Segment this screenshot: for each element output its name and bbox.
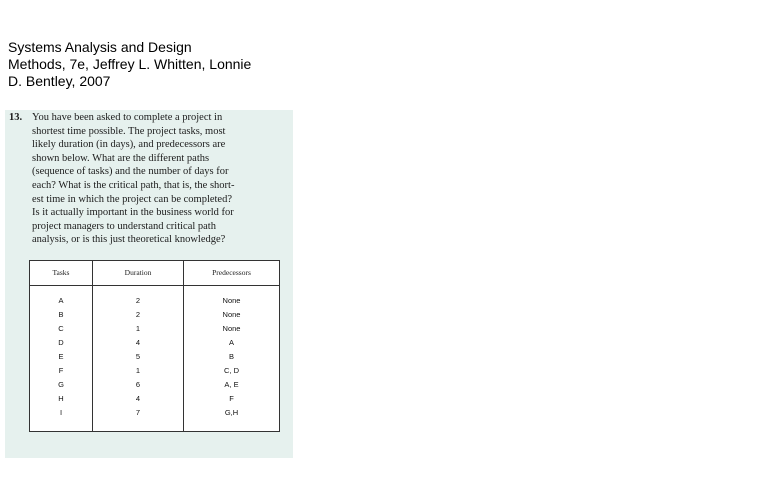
header-tasks: Tasks bbox=[52, 268, 70, 277]
predecessors-cell: G,H bbox=[224, 408, 239, 417]
table-body bbox=[30, 294, 279, 420]
predecessors-cell: A, E bbox=[224, 380, 239, 389]
predecessors-cell: C, D bbox=[224, 366, 239, 375]
question-line: (sequence of tasks) and the number of days for bbox=[32, 166, 229, 178]
duration-cell: 5 bbox=[135, 352, 141, 361]
citation-line: Methods, 7e, Jeffrey L. Whitten, Lonnie bbox=[8, 56, 252, 72]
task-cell: F bbox=[58, 366, 64, 375]
task-cell: A bbox=[58, 296, 64, 305]
table-row bbox=[30, 294, 279, 308]
table-row bbox=[30, 392, 279, 406]
question-number: 13. bbox=[9, 112, 23, 123]
predecessors-cell: B bbox=[228, 352, 234, 361]
header-predecessors: Predecessors bbox=[212, 268, 251, 277]
table-row bbox=[30, 308, 279, 322]
duration-cell: 1 bbox=[135, 324, 141, 333]
task-cell: I bbox=[59, 408, 63, 417]
predecessors-cell: None bbox=[222, 296, 241, 305]
task-cell: G bbox=[58, 380, 64, 389]
duration-cell: 2 bbox=[135, 296, 141, 305]
table-row bbox=[30, 378, 279, 392]
predecessors-cell: None bbox=[222, 310, 241, 319]
duration-cell: 1 bbox=[135, 366, 141, 375]
duration-cell: 6 bbox=[135, 380, 141, 389]
predecessors-cell: None bbox=[222, 324, 241, 333]
predecessors-cell: F bbox=[229, 394, 234, 403]
table-row bbox=[30, 406, 279, 420]
duration-cell: 7 bbox=[135, 408, 141, 417]
duration-cell: 2 bbox=[135, 310, 141, 319]
header-divider bbox=[30, 285, 279, 286]
question-line: likely duration (in days), and predecessors are bbox=[32, 139, 226, 151]
question-text bbox=[9, 111, 289, 247]
question-line: shown below. What are the different paths bbox=[32, 152, 210, 164]
duration-cell: 4 bbox=[135, 338, 141, 347]
citation-line: D. Bentley, 2007 bbox=[8, 73, 111, 89]
duration-cell: 4 bbox=[135, 394, 141, 403]
task-cell: B bbox=[58, 310, 64, 319]
question-line: each? What is the critical path, that is, the short- bbox=[32, 179, 235, 191]
question-line: Is it actually important in the business world for bbox=[32, 207, 234, 219]
predecessors-cell: A bbox=[228, 338, 234, 347]
table-row bbox=[30, 336, 279, 350]
citation-line: Systems Analysis and Design bbox=[8, 39, 192, 55]
header-duration: Duration bbox=[124, 268, 152, 277]
question-line: project managers to understand critical path bbox=[32, 220, 216, 232]
question-line: est time in which the project can be completed? bbox=[32, 193, 233, 205]
table-row bbox=[30, 350, 279, 364]
question-line: shortest time possible. The project tasks, most bbox=[32, 125, 226, 137]
scanned-excerpt bbox=[5, 110, 293, 458]
task-cell: H bbox=[58, 394, 64, 403]
table-row bbox=[30, 322, 279, 336]
question-line: You have been asked to complete a project in bbox=[32, 112, 223, 123]
question-line: analysis, or is this just theoretical knowledge? bbox=[32, 234, 226, 246]
task-cell: C bbox=[58, 324, 64, 333]
task-table bbox=[29, 260, 280, 432]
task-cell: E bbox=[58, 352, 64, 361]
table-row bbox=[30, 364, 279, 378]
citation bbox=[8, 39, 278, 90]
task-cell: D bbox=[58, 338, 64, 347]
